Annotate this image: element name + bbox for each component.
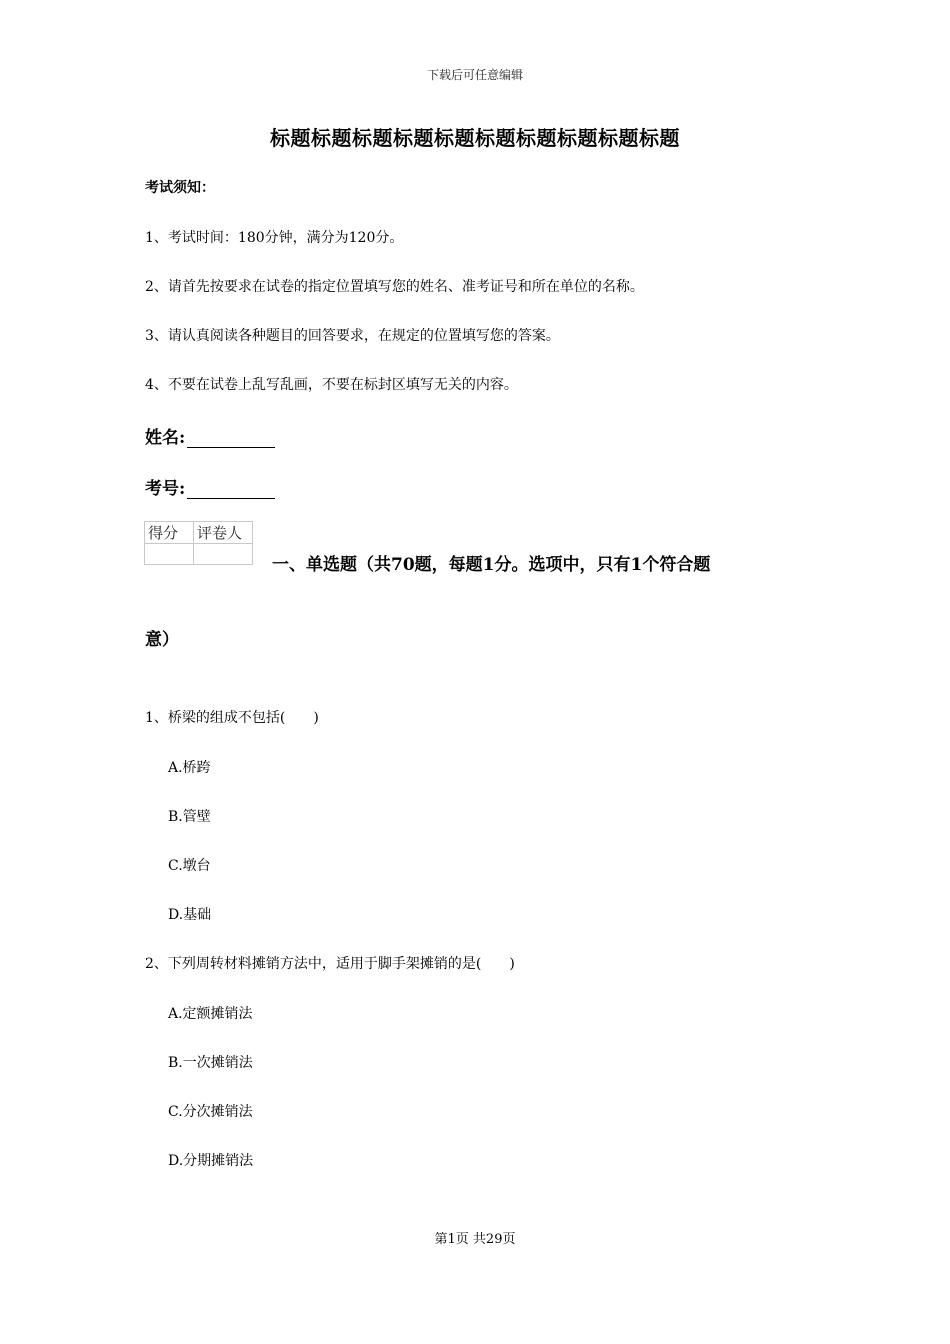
question-2-option-a: A.定额摊销法 xyxy=(168,1006,253,1022)
question-2-option-b: B.一次摊销法 xyxy=(168,1055,253,1071)
section-heading-continued: 意） xyxy=(145,630,179,650)
id-label: 考号: xyxy=(145,479,186,499)
page-footer: 第1页 共29页 xyxy=(434,1232,516,1247)
question-2-option-c: C.分次摊销法 xyxy=(168,1104,253,1120)
id-field xyxy=(145,474,275,499)
question-1-option-c: C.墩台 xyxy=(168,858,211,874)
page-title: 标题标题标题标题标题标题标题标题标题标题 xyxy=(270,126,680,150)
score-header: 得分 xyxy=(145,522,194,544)
question-1-option-b: B.管壁 xyxy=(168,809,211,825)
grader-header: 评卷人 xyxy=(194,522,253,544)
grader-cell[interactable] xyxy=(194,544,253,565)
question-2-option-d: D.分期摊销法 xyxy=(168,1153,254,1169)
question-1-option-a: A.桥跨 xyxy=(168,760,211,776)
rule-2: 2、请首先按要求在试卷的指定位置填写您的姓名、准考证号和所在单位的名称。 xyxy=(145,279,644,295)
rule-1: 1、考试时间：180分钟，满分为120分。 xyxy=(145,230,404,246)
score-cell[interactable] xyxy=(145,544,194,565)
score-table xyxy=(144,521,253,565)
rule-4: 4、不要在试卷上乱写乱画，不要在标封区填写无关的内容。 xyxy=(145,377,518,393)
rule-3: 3、请认真阅读各种题目的回答要求，在规定的位置填写您的答案。 xyxy=(145,328,560,344)
question-1: 1、桥梁的组成不包括( ) xyxy=(145,710,319,726)
question-1-option-d: D.基础 xyxy=(168,907,212,923)
notice-heading: 考试须知： xyxy=(145,180,215,196)
name-field xyxy=(145,423,275,448)
name-blank[interactable] xyxy=(187,429,275,448)
download-note: 下载后可任意编辑 xyxy=(426,68,523,82)
section-heading: 一、单选题（共70题，每题1分。选项中，只有1个符合题 xyxy=(272,555,711,575)
id-blank[interactable] xyxy=(187,480,275,499)
question-2: 2、下列周转材料摊销方法中，适用于脚手架摊销的是( ) xyxy=(145,956,515,972)
name-label: 姓名: xyxy=(145,428,186,448)
